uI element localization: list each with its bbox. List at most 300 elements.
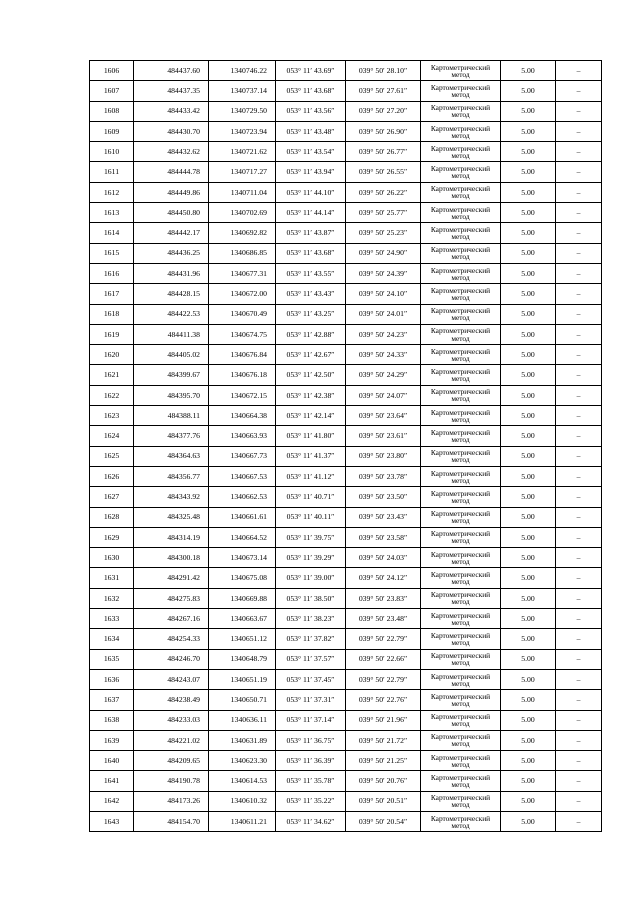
table-row [90,548,602,568]
x-coordinate-cell: 484431.96 [134,263,209,283]
table-row [90,690,602,710]
y-coordinate-cell: 1340669.88 [209,588,276,608]
longitude-cell: 039° 50′ 24.03″ [346,548,421,568]
y-coordinate-cell: 1340623.30 [209,751,276,771]
latitude-cell: 053° 11′ 43.43″ [276,284,346,304]
point-number-cell: 1629 [90,527,134,547]
y-coordinate-cell: 1340663.93 [209,426,276,446]
y-coordinate-cell: 1340636.11 [209,710,276,730]
accuracy-cell: 5.00 [501,669,556,689]
method-cell: Картометрический метод [421,162,501,182]
accuracy-cell: 5.00 [501,548,556,568]
x-coordinate-cell: 484430.70 [134,121,209,141]
accuracy-cell: 5.00 [501,385,556,405]
accuracy-cell: 5.00 [501,243,556,263]
note-cell: – [556,324,602,344]
method-cell: Картометрический метод [421,345,501,365]
accuracy-cell: 5.00 [501,446,556,466]
longitude-cell: 039° 50′ 27.20″ [346,101,421,121]
point-number-cell: 1642 [90,791,134,811]
x-coordinate-cell: 484405.02 [134,345,209,365]
method-cell: Картометрический метод [421,730,501,750]
y-coordinate-cell: 1340717.27 [209,162,276,182]
accuracy-cell: 5.00 [501,609,556,629]
x-coordinate-cell: 484395.70 [134,385,209,405]
note-cell: – [556,548,602,568]
longitude-cell: 039° 50′ 24.29″ [346,365,421,385]
x-coordinate-cell: 484254.33 [134,629,209,649]
longitude-cell: 039° 50′ 26.55″ [346,162,421,182]
y-coordinate-cell: 1340611.21 [209,811,276,831]
x-coordinate-cell: 484437.60 [134,61,209,81]
note-cell: – [556,507,602,527]
latitude-cell: 053° 11′ 35.22″ [276,791,346,811]
method-cell: Картометрический метод [421,548,501,568]
x-coordinate-cell: 484444.78 [134,162,209,182]
y-coordinate-cell: 1340631.89 [209,730,276,750]
table-row [90,182,602,202]
longitude-cell: 039° 50′ 24.12″ [346,568,421,588]
point-number-cell: 1606 [90,61,134,81]
accuracy-cell: 5.00 [501,507,556,527]
x-coordinate-cell: 484433.42 [134,101,209,121]
latitude-cell: 053° 11′ 36.39″ [276,751,346,771]
note-cell: – [556,61,602,81]
latitude-cell: 053° 11′ 43.56″ [276,101,346,121]
accuracy-cell: 5.00 [501,142,556,162]
accuracy-cell: 5.00 [501,61,556,81]
point-number-cell: 1631 [90,568,134,588]
accuracy-cell: 5.00 [501,121,556,141]
x-coordinate-cell: 484364.63 [134,446,209,466]
y-coordinate-cell: 1340610.32 [209,791,276,811]
latitude-cell: 053° 11′ 39.29″ [276,548,346,568]
x-coordinate-cell: 484246.70 [134,649,209,669]
point-number-cell: 1632 [90,588,134,608]
method-cell: Картометрический метод [421,121,501,141]
y-coordinate-cell: 1340672.00 [209,284,276,304]
x-coordinate-cell: 484233.03 [134,710,209,730]
accuracy-cell: 5.00 [501,324,556,344]
y-coordinate-cell: 1340692.82 [209,223,276,243]
note-cell: – [556,263,602,283]
y-coordinate-cell: 1340648.79 [209,649,276,669]
note-cell: – [556,203,602,223]
latitude-cell: 053° 11′ 41.80″ [276,426,346,446]
method-cell: Картометрический метод [421,507,501,527]
note-cell: – [556,466,602,486]
point-number-cell: 1623 [90,406,134,426]
note-cell: – [556,142,602,162]
point-number-cell: 1637 [90,690,134,710]
point-number-cell: 1616 [90,263,134,283]
accuracy-cell: 5.00 [501,81,556,101]
accuracy-cell: 5.00 [501,771,556,791]
table-row [90,223,602,243]
point-number-cell: 1619 [90,324,134,344]
y-coordinate-cell: 1340672.15 [209,385,276,405]
longitude-cell: 039° 50′ 28.10″ [346,61,421,81]
longitude-cell: 039° 50′ 24.90″ [346,243,421,263]
note-cell: – [556,426,602,446]
latitude-cell: 053° 11′ 44.14″ [276,203,346,223]
latitude-cell: 053° 11′ 42.88″ [276,324,346,344]
table-row [90,284,602,304]
accuracy-cell: 5.00 [501,426,556,446]
x-coordinate-cell: 484437.35 [134,81,209,101]
note-cell: – [556,791,602,811]
accuracy-cell: 5.00 [501,345,556,365]
latitude-cell: 053° 11′ 43.55″ [276,263,346,283]
table-row [90,669,602,689]
longitude-cell: 039° 50′ 21.25″ [346,751,421,771]
x-coordinate-cell: 484428.15 [134,284,209,304]
point-number-cell: 1609 [90,121,134,141]
y-coordinate-cell: 1340662.53 [209,487,276,507]
longitude-cell: 039° 50′ 23.64″ [346,406,421,426]
note-cell: – [556,609,602,629]
x-coordinate-cell: 484399.67 [134,365,209,385]
table-row [90,426,602,446]
method-cell: Картометрический метод [421,365,501,385]
y-coordinate-cell: 1340746.22 [209,61,276,81]
longitude-cell: 039° 50′ 26.90″ [346,121,421,141]
y-coordinate-cell: 1340663.67 [209,609,276,629]
latitude-cell: 053° 11′ 43.68″ [276,243,346,263]
accuracy-cell: 5.00 [501,568,556,588]
point-number-cell: 1634 [90,629,134,649]
accuracy-cell: 5.00 [501,304,556,324]
method-cell: Картометрический метод [421,304,501,324]
note-cell: – [556,121,602,141]
y-coordinate-cell: 1340702.69 [209,203,276,223]
latitude-cell: 053° 11′ 41.12″ [276,466,346,486]
longitude-cell: 039° 50′ 23.48″ [346,609,421,629]
method-cell: Картометрический метод [421,669,501,689]
accuracy-cell: 5.00 [501,690,556,710]
method-cell: Картометрический метод [421,81,501,101]
table-row [90,507,602,527]
accuracy-cell: 5.00 [501,811,556,831]
x-coordinate-cell: 484422.53 [134,304,209,324]
table-row [90,649,602,669]
longitude-cell: 039° 50′ 21.96″ [346,710,421,730]
latitude-cell: 053° 11′ 37.45″ [276,669,346,689]
latitude-cell: 053° 11′ 38.23″ [276,609,346,629]
table-row [90,263,602,283]
longitude-cell: 039° 50′ 23.58″ [346,527,421,547]
x-coordinate-cell: 484190.78 [134,771,209,791]
y-coordinate-cell: 1340651.12 [209,629,276,649]
y-coordinate-cell: 1340667.53 [209,466,276,486]
table-row [90,466,602,486]
table-row [90,345,602,365]
latitude-cell: 053° 11′ 43.68″ [276,81,346,101]
accuracy-cell: 5.00 [501,263,556,283]
method-cell: Картометрический метод [421,629,501,649]
method-cell: Картометрический метод [421,690,501,710]
x-coordinate-cell: 484436.25 [134,243,209,263]
table-row [90,81,602,101]
table-row [90,121,602,141]
note-cell: – [556,101,602,121]
x-coordinate-cell: 484432.62 [134,142,209,162]
y-coordinate-cell: 1340723.94 [209,121,276,141]
note-cell: – [556,568,602,588]
y-coordinate-cell: 1340670.49 [209,304,276,324]
longitude-cell: 039° 50′ 23.50″ [346,487,421,507]
point-number-cell: 1611 [90,162,134,182]
x-coordinate-cell: 484221.02 [134,730,209,750]
y-coordinate-cell: 1340737.14 [209,81,276,101]
y-coordinate-cell: 1340664.38 [209,406,276,426]
accuracy-cell: 5.00 [501,649,556,669]
x-coordinate-cell: 484325.48 [134,507,209,527]
method-cell: Картометрический метод [421,203,501,223]
point-number-cell: 1612 [90,182,134,202]
point-number-cell: 1624 [90,426,134,446]
longitude-cell: 039° 50′ 24.39″ [346,263,421,283]
longitude-cell: 039° 50′ 20.54″ [346,811,421,831]
note-cell: – [556,284,602,304]
accuracy-cell: 5.00 [501,730,556,750]
x-coordinate-cell: 484300.18 [134,548,209,568]
x-coordinate-cell: 484314.19 [134,527,209,547]
accuracy-cell: 5.00 [501,466,556,486]
method-cell: Картометрический метод [421,243,501,263]
method-cell: Картометрический метод [421,446,501,466]
longitude-cell: 039° 50′ 25.77″ [346,203,421,223]
longitude-cell: 039° 50′ 22.79″ [346,669,421,689]
table-row [90,751,602,771]
accuracy-cell: 5.00 [501,162,556,182]
method-cell: Картометрический метод [421,284,501,304]
table-body [90,61,602,832]
table-row [90,162,602,182]
note-cell: – [556,527,602,547]
latitude-cell: 053° 11′ 43.54″ [276,142,346,162]
x-coordinate-cell: 484291.42 [134,568,209,588]
method-cell: Картометрический метод [421,426,501,446]
latitude-cell: 053° 11′ 38.50″ [276,588,346,608]
note-cell: – [556,446,602,466]
accuracy-cell: 5.00 [501,527,556,547]
method-cell: Картометрический метод [421,568,501,588]
accuracy-cell: 5.00 [501,182,556,202]
longitude-cell: 039° 50′ 20.76″ [346,771,421,791]
table-row [90,324,602,344]
table-row [90,61,602,81]
table-row [90,629,602,649]
point-number-cell: 1615 [90,243,134,263]
accuracy-cell: 5.00 [501,365,556,385]
latitude-cell: 053° 11′ 43.87″ [276,223,346,243]
point-number-cell: 1610 [90,142,134,162]
latitude-cell: 053° 11′ 42.67″ [276,345,346,365]
point-number-cell: 1639 [90,730,134,750]
y-coordinate-cell: 1340729.50 [209,101,276,121]
latitude-cell: 053° 11′ 39.00″ [276,568,346,588]
latitude-cell: 053° 11′ 41.37″ [276,446,346,466]
longitude-cell: 039° 50′ 22.76″ [346,690,421,710]
method-cell: Картометрический метод [421,527,501,547]
note-cell: – [556,243,602,263]
x-coordinate-cell: 484356.77 [134,466,209,486]
note-cell: – [556,487,602,507]
x-coordinate-cell: 484243.07 [134,669,209,689]
point-number-cell: 1627 [90,487,134,507]
x-coordinate-cell: 484275.83 [134,588,209,608]
method-cell: Картометрический метод [421,487,501,507]
note-cell: – [556,730,602,750]
y-coordinate-cell: 1340677.31 [209,263,276,283]
point-number-cell: 1621 [90,365,134,385]
accuracy-cell: 5.00 [501,406,556,426]
method-cell: Картометрический метод [421,466,501,486]
accuracy-cell: 5.00 [501,284,556,304]
method-cell: Картометрический метод [421,385,501,405]
y-coordinate-cell: 1340614.53 [209,771,276,791]
longitude-cell: 039° 50′ 24.07″ [346,385,421,405]
latitude-cell: 053° 11′ 42.14″ [276,406,346,426]
longitude-cell: 039° 50′ 20.51″ [346,791,421,811]
y-coordinate-cell: 1340686.85 [209,243,276,263]
note-cell: – [556,690,602,710]
point-number-cell: 1640 [90,751,134,771]
note-cell: – [556,385,602,405]
method-cell: Картометрический метод [421,751,501,771]
point-number-cell: 1618 [90,304,134,324]
method-cell: Картометрический метод [421,61,501,81]
table-row [90,365,602,385]
point-number-cell: 1608 [90,101,134,121]
table-row [90,568,602,588]
accuracy-cell: 5.00 [501,710,556,730]
longitude-cell: 039° 50′ 24.10″ [346,284,421,304]
latitude-cell: 053° 11′ 35.78″ [276,771,346,791]
latitude-cell: 053° 11′ 43.25″ [276,304,346,324]
point-number-cell: 1638 [90,710,134,730]
longitude-cell: 039° 50′ 23.61″ [346,426,421,446]
x-coordinate-cell: 484154.70 [134,811,209,831]
longitude-cell: 039° 50′ 21.72″ [346,730,421,750]
note-cell: – [556,669,602,689]
y-coordinate-cell: 1340667.73 [209,446,276,466]
longitude-cell: 039° 50′ 23.43″ [346,507,421,527]
point-number-cell: 1620 [90,345,134,365]
method-cell: Картометрический метод [421,609,501,629]
longitude-cell: 039° 50′ 24.23″ [346,324,421,344]
method-cell: Картометрический метод [421,406,501,426]
latitude-cell: 053° 11′ 37.31″ [276,690,346,710]
method-cell: Картометрический метод [421,710,501,730]
latitude-cell: 053° 11′ 40.71″ [276,487,346,507]
x-coordinate-cell: 484267.16 [134,609,209,629]
note-cell: – [556,345,602,365]
note-cell: – [556,771,602,791]
accuracy-cell: 5.00 [501,203,556,223]
longitude-cell: 039° 50′ 23.83″ [346,588,421,608]
accuracy-cell: 5.00 [501,588,556,608]
table-row [90,791,602,811]
note-cell: – [556,223,602,243]
latitude-cell: 053° 11′ 36.75″ [276,730,346,750]
accuracy-cell: 5.00 [501,629,556,649]
point-number-cell: 1630 [90,548,134,568]
method-cell: Картометрический метод [421,101,501,121]
latitude-cell: 053° 11′ 43.69″ [276,61,346,81]
accuracy-cell: 5.00 [501,101,556,121]
table-row [90,101,602,121]
latitude-cell: 053° 11′ 34.62″ [276,811,346,831]
note-cell: – [556,406,602,426]
y-coordinate-cell: 1340721.62 [209,142,276,162]
x-coordinate-cell: 484411.38 [134,324,209,344]
x-coordinate-cell: 484449.86 [134,182,209,202]
coordinates-table [89,60,602,832]
method-cell: Картометрический метод [421,588,501,608]
longitude-cell: 039° 50′ 24.01″ [346,304,421,324]
note-cell: – [556,81,602,101]
point-number-cell: 1625 [90,446,134,466]
longitude-cell: 039° 50′ 22.79″ [346,629,421,649]
table-row [90,142,602,162]
table-row [90,527,602,547]
method-cell: Картометрический метод [421,791,501,811]
accuracy-cell: 5.00 [501,791,556,811]
latitude-cell: 053° 11′ 40.11″ [276,507,346,527]
table-row [90,304,602,324]
method-cell: Картометрический метод [421,771,501,791]
latitude-cell: 053° 11′ 42.38″ [276,385,346,405]
point-number-cell: 1626 [90,466,134,486]
point-number-cell: 1628 [90,507,134,527]
y-coordinate-cell: 1340673.14 [209,548,276,568]
x-coordinate-cell: 484450.80 [134,203,209,223]
note-cell: – [556,629,602,649]
longitude-cell: 039° 50′ 22.66″ [346,649,421,669]
latitude-cell: 053° 11′ 43.48″ [276,121,346,141]
table-row [90,203,602,223]
y-coordinate-cell: 1340651.19 [209,669,276,689]
y-coordinate-cell: 1340676.84 [209,345,276,365]
latitude-cell: 053° 11′ 37.14″ [276,710,346,730]
longitude-cell: 039° 50′ 26.22″ [346,182,421,202]
method-cell: Картометрический метод [421,811,501,831]
method-cell: Картометрический метод [421,182,501,202]
y-coordinate-cell: 1340676.18 [209,365,276,385]
note-cell: – [556,304,602,324]
x-coordinate-cell: 484343.92 [134,487,209,507]
table-row [90,406,602,426]
point-number-cell: 1641 [90,771,134,791]
note-cell: – [556,365,602,385]
note-cell: – [556,751,602,771]
note-cell: – [556,710,602,730]
accuracy-cell: 5.00 [501,223,556,243]
y-coordinate-cell: 1340674.75 [209,324,276,344]
method-cell: Картометрический метод [421,649,501,669]
latitude-cell: 053° 11′ 37.82″ [276,629,346,649]
longitude-cell: 039° 50′ 23.78″ [346,466,421,486]
point-number-cell: 1622 [90,385,134,405]
point-number-cell: 1614 [90,223,134,243]
x-coordinate-cell: 484377.76 [134,426,209,446]
method-cell: Картометрический метод [421,324,501,344]
point-number-cell: 1607 [90,81,134,101]
longitude-cell: 039° 50′ 27.61″ [346,81,421,101]
table-row [90,710,602,730]
